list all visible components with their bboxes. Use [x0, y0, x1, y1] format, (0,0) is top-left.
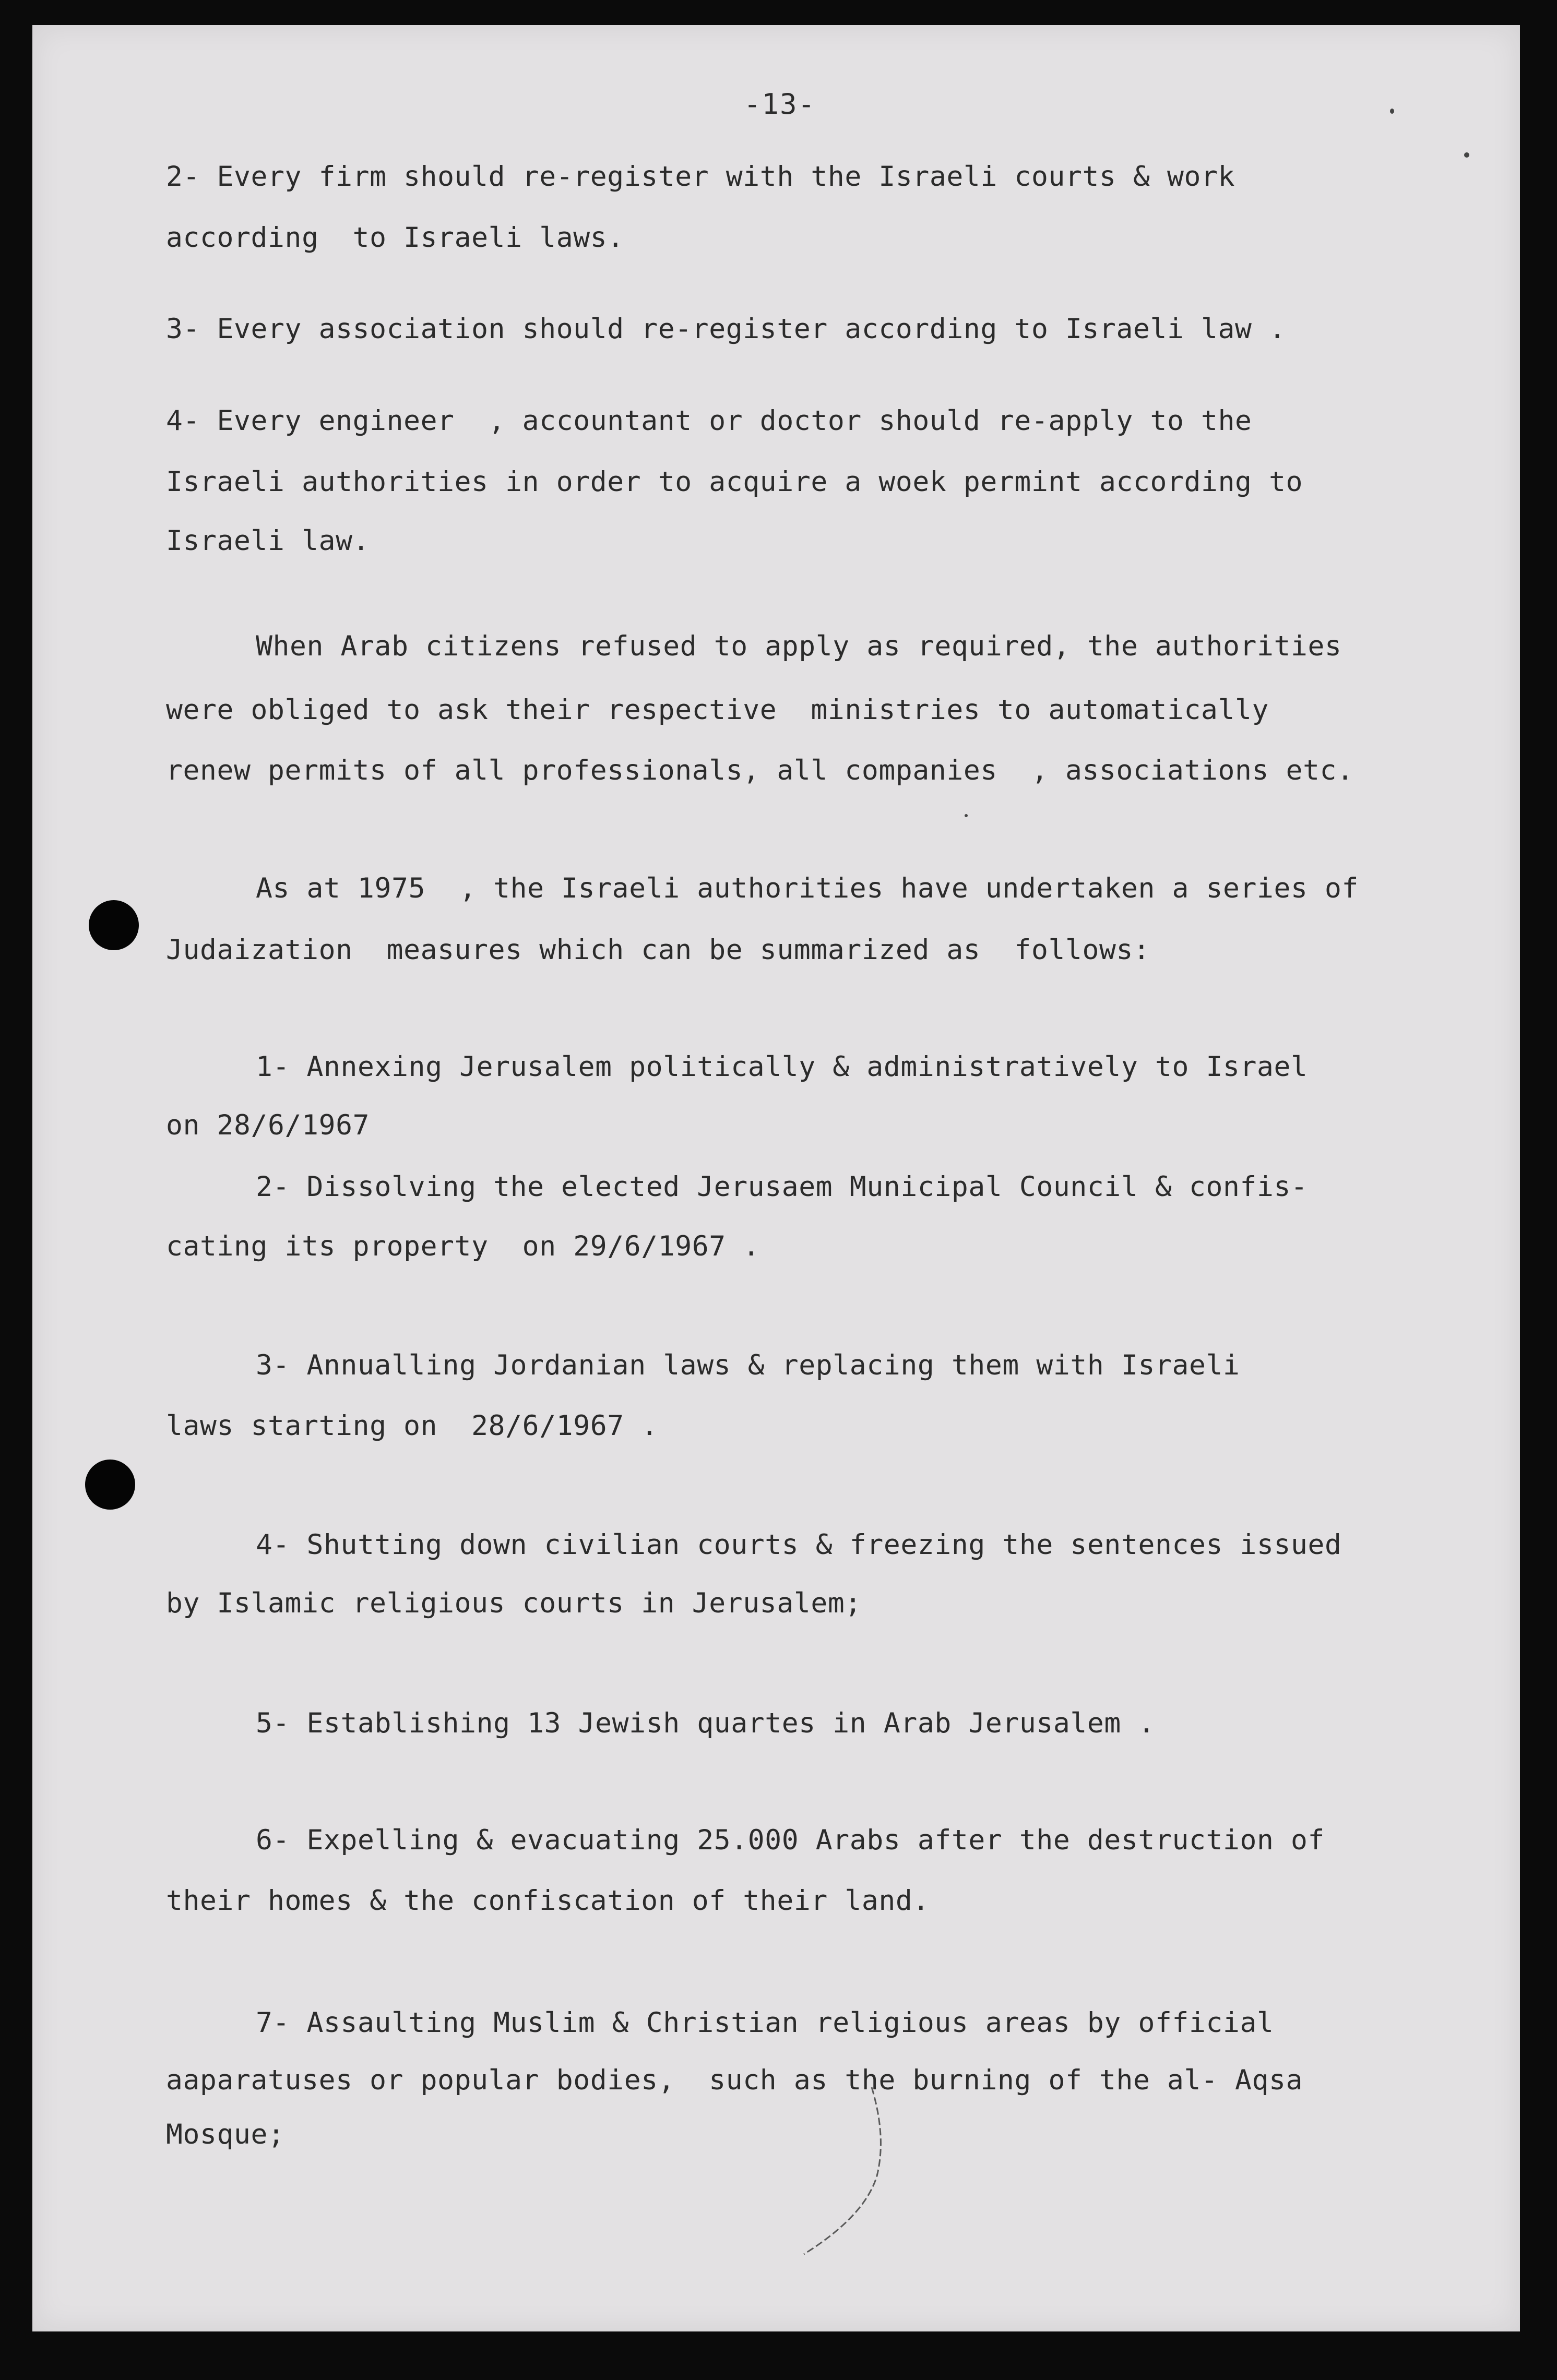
punch-hole-lower	[85, 1460, 135, 1510]
text-line: according to Israeli laws.	[166, 222, 624, 254]
punch-hole-upper	[89, 900, 139, 950]
text-line: 5- Establishing 13 Jewish quartes in Arab Jerusalem .	[256, 1707, 1155, 1739]
text-line: on 28/6/1967	[166, 1109, 370, 1141]
text-line: 3- Annualling Jordanian laws & replacing them with Israeli	[256, 1349, 1240, 1381]
text-line: were obliged to ask their respective ministries to automatically	[166, 694, 1269, 726]
pencil-mark	[783, 2082, 898, 2259]
text-line: 4- Every engineer , accountant or doctor should re-apply to the	[166, 405, 1252, 437]
paper-speck	[1390, 109, 1394, 114]
text-line: 2- Dissolving the elected Jerusaem Municipal Council & confis-	[256, 1171, 1308, 1203]
paper-speck	[1464, 152, 1469, 158]
text-line: 1- Annexing Jerusalem politically & administratively to Israel	[256, 1051, 1308, 1083]
paper-speck	[965, 814, 968, 817]
text-line: by Islamic religious courts in Jerusalem;	[166, 1587, 862, 1619]
text-line: When Arab citizens refused to apply as required, the authorities	[256, 630, 1342, 662]
text-line: 4- Shutting down civilian courts & freezing the sentences issued	[256, 1529, 1342, 1561]
text-line: As at 1975 , the Israeli authorities have undertaken a series of	[256, 872, 1359, 904]
text-line: aaparatuses or popular bodies, such as the burning of the al- Aqsa	[166, 2064, 1303, 2096]
text-line: renew permits of all professionals, all companies , associations etc.	[166, 755, 1354, 786]
text-line: cating its property on 29/6/1967 .	[166, 1230, 760, 1262]
text-line: their homes & the confiscation of their land.	[166, 1885, 930, 1917]
text-line: 3- Every association should re-register according to Israeli law .	[166, 313, 1286, 345]
text-line: Mosque;	[166, 2119, 285, 2150]
text-line: 7- Assaulting Muslim & Christian religious areas by official	[256, 2007, 1274, 2039]
text-line: 6- Expelling & evacuating 25.000 Arabs after the destruction of	[256, 1824, 1325, 1856]
text-line: Judaization measures which can be summarized as follows:	[166, 934, 1150, 966]
text-line: 2- Every firm should re-register with the Israeli courts & work	[166, 161, 1235, 193]
page-number: -13-	[744, 88, 816, 121]
text-line: Israeli law.	[166, 525, 370, 557]
text-line: laws starting on 28/6/1967 .	[166, 1410, 658, 1442]
text-line: Israeli authorities in order to acquire a woek permint according to	[166, 466, 1303, 498]
